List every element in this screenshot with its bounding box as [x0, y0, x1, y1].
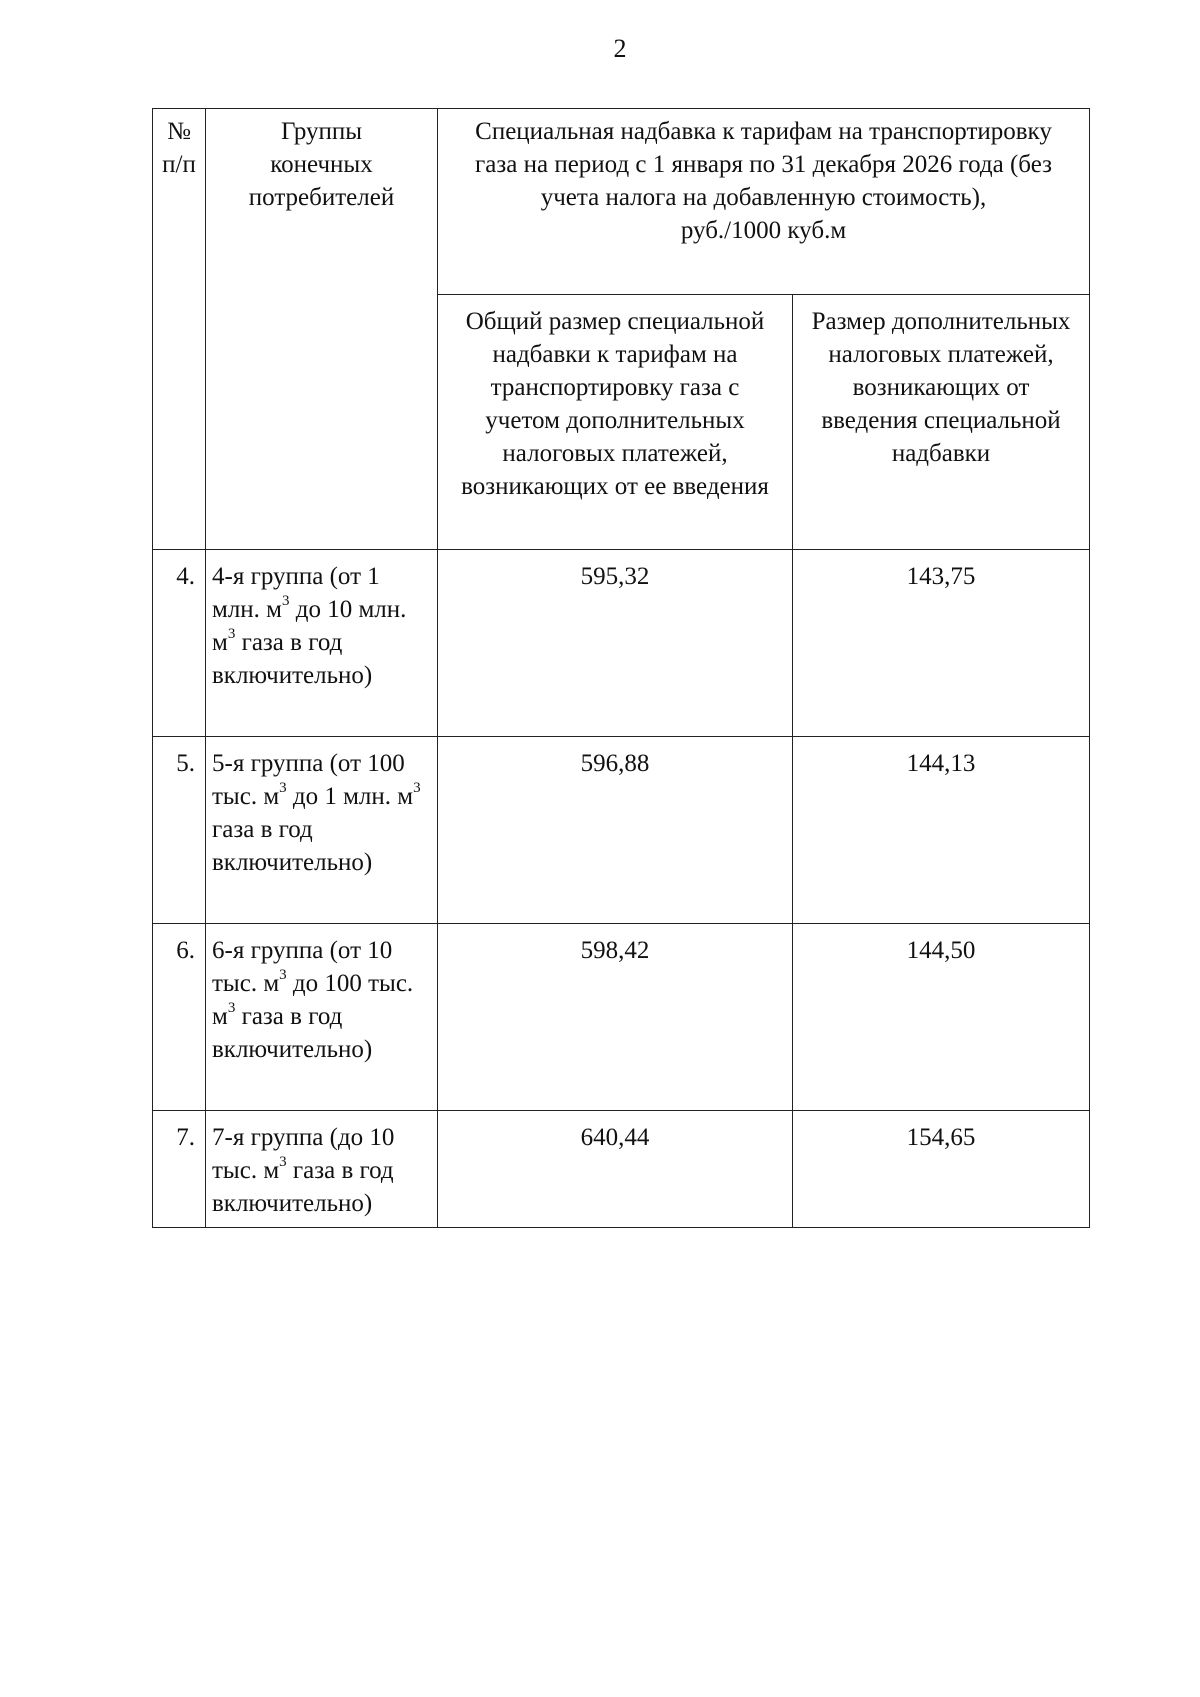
row-number: 6. — [153, 924, 206, 1111]
row-group-text: 4-я группа (от 1 млн. м — [212, 563, 380, 623]
subheader-tax-label: Размер дополнительных налоговых платежей, возникающих от введения специальной надбавки — [811, 308, 1071, 467]
header-group-label: Группы конечных потребителей — [248, 118, 395, 211]
header-main-cell — [438, 109, 1090, 295]
row-group — [206, 1111, 438, 1228]
table-row — [153, 1111, 1090, 1228]
row-group-text: 6-я группа (от 10 тыс. м — [212, 937, 393, 997]
superscript: 3 — [227, 626, 236, 642]
superscript: 3 — [279, 780, 287, 796]
row-total-value: 595,32 — [438, 550, 793, 737]
row-number: 7. — [153, 1111, 206, 1228]
header-row — [153, 109, 1090, 295]
tariff-table — [152, 108, 1090, 1228]
row-group-text: 5-я группа (от 100 тыс. м — [212, 750, 405, 810]
row-tax-value: 154,65 — [793, 1111, 1090, 1228]
superscript: 3 — [282, 593, 290, 609]
subheader-tax-cell — [793, 295, 1090, 550]
subheader-total-cell — [438, 295, 793, 550]
header-main-title: Специальная надбавка к тарифам на транспортировку газа на период с 1 января по 31 декабря 2026 года (без учета налога на добавленную стоимость), — [475, 118, 1052, 211]
row-group-text: газа в год включительно) — [212, 1003, 373, 1063]
row-group-text: до 100 тыс. м — [212, 970, 414, 1030]
row-group-text: газа в год включительно) — [212, 1157, 394, 1217]
superscript: 3 — [227, 1000, 236, 1016]
header-num-cell — [153, 109, 206, 550]
subheader-total-label: Общий размер специальной надбавки к тарифам на транспортировку газа с учетом дополнительных налоговых платежей, возникающих от ее введения — [461, 308, 769, 500]
row-total-value: 598,42 — [438, 924, 793, 1111]
superscript: 3 — [279, 967, 287, 983]
row-total-value: 640,44 — [438, 1111, 793, 1228]
superscript: 3 — [279, 1154, 287, 1170]
table-row — [153, 737, 1090, 924]
row-group — [206, 550, 438, 737]
row-group-text: газа в год включительно) — [212, 816, 373, 876]
row-number: 4. — [153, 550, 206, 737]
row-number: 5. — [153, 737, 206, 924]
superscript: 3 — [413, 780, 421, 796]
header-num-abbr: п/п — [162, 151, 196, 178]
row-group-text: газа в год включительно) — [212, 629, 373, 689]
row-group-text: до 10 млн. м — [212, 596, 407, 656]
header-main-unit: руб./1000 куб.м — [680, 217, 847, 244]
row-total-value: 596,88 — [438, 737, 793, 924]
header-num-symbol: № — [167, 118, 191, 145]
row-tax-value: 144,50 — [793, 924, 1090, 1111]
table-row — [153, 924, 1090, 1111]
row-group-text: до 1 млн. м — [286, 783, 414, 810]
table-row — [153, 550, 1090, 737]
row-tax-value: 144,13 — [793, 737, 1090, 924]
page-number: 2 — [613, 34, 627, 63]
row-group — [206, 737, 438, 924]
row-tax-value: 143,75 — [793, 550, 1090, 737]
row-group-text: 7-я группа (до 10 тыс. м — [212, 1124, 395, 1184]
row-group — [206, 924, 438, 1111]
header-group-cell — [206, 109, 438, 550]
